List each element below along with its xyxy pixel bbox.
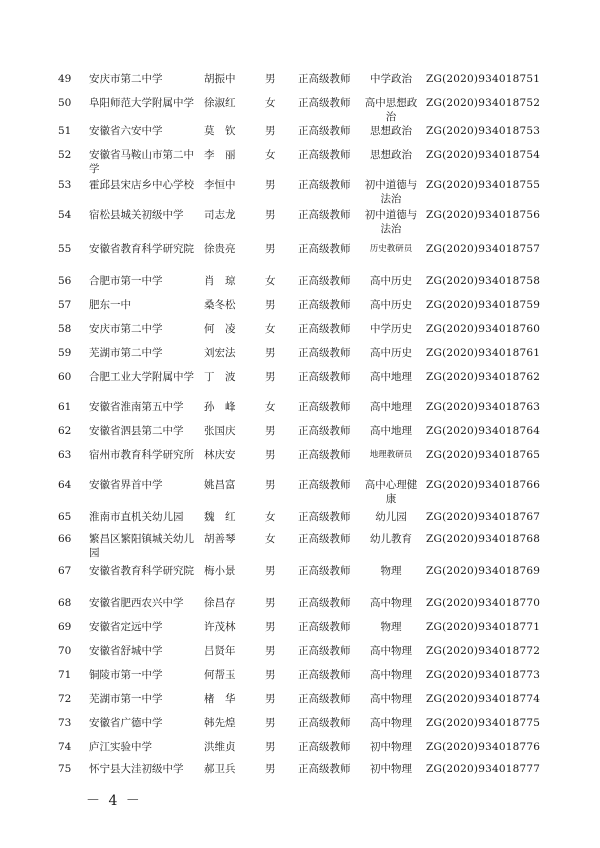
row-name: 莫 钦 [204, 125, 236, 137]
row-name: 林庆安 [204, 449, 236, 461]
row-subject: 高中地理 [370, 401, 412, 413]
row-number: 71 [58, 669, 72, 681]
row-certificate: ZG(2020)934018757 [426, 243, 541, 255]
row-title: 正高级教师 [298, 275, 351, 287]
row-sex: 男 [265, 669, 276, 681]
row-sex: 男 [265, 449, 276, 461]
row-unit: 合肥工业大学附属中学 [89, 371, 194, 383]
row-sex: 男 [265, 299, 276, 311]
row-unit: 安徽省泗县第二中学 [89, 425, 184, 437]
row-title: 正高级教师 [298, 209, 351, 221]
row-name: 梅小景 [204, 565, 236, 577]
row-sex: 男 [265, 717, 276, 729]
row-subject: 高中心理健康 [364, 479, 418, 505]
row-sex: 男 [265, 741, 276, 753]
row-sex: 男 [265, 565, 276, 577]
row-unit: 安徽省马鞍山市第二中学 [89, 149, 194, 175]
row-title: 正高级教师 [298, 347, 351, 359]
row-number: 49 [58, 73, 72, 85]
row-number: 68 [58, 597, 72, 609]
row-certificate: ZG(2020)934018758 [426, 275, 541, 287]
row-number: 75 [58, 763, 72, 775]
row-certificate: ZG(2020)934018755 [426, 179, 541, 191]
row-number: 63 [58, 449, 72, 461]
row-title: 正高级教师 [298, 299, 351, 311]
row-sex: 男 [265, 209, 276, 221]
row-sex: 男 [265, 597, 276, 609]
row-sex: 男 [265, 125, 276, 137]
row-title: 正高级教师 [298, 401, 351, 413]
row-title: 正高级教师 [298, 763, 351, 775]
row-name: 桑冬松 [204, 299, 236, 311]
row-unit: 肥东一中 [89, 299, 131, 311]
row-name: 李 丽 [204, 149, 236, 161]
row-title: 正高级教师 [298, 693, 351, 705]
row-certificate: ZG(2020)934018763 [426, 401, 541, 413]
row-subject: 思想政治 [370, 149, 412, 161]
row-subject: 中学历史 [370, 323, 412, 335]
table-row [0, 448, 600, 476]
row-certificate: ZG(2020)934018771 [426, 621, 541, 633]
row-name: 韩先煌 [204, 717, 236, 729]
row-sex: 男 [265, 73, 276, 85]
row-title: 正高级教师 [298, 645, 351, 657]
row-name: 何帮玉 [204, 669, 236, 681]
row-subject: 幼儿教育 [370, 533, 412, 545]
row-title: 正高级教师 [298, 717, 351, 729]
row-unit: 安徽省定远中学 [89, 621, 163, 633]
table-row [0, 242, 600, 270]
row-certificate: ZG(2020)934018754 [426, 149, 541, 161]
row-number: 56 [58, 275, 72, 287]
row-certificate: ZG(2020)934018777 [426, 763, 541, 775]
row-certificate: ZG(2020)934018759 [426, 299, 541, 311]
row-certificate: ZG(2020)934018752 [426, 97, 541, 109]
row-subject: 高中历史 [370, 299, 412, 311]
row-sex: 男 [265, 425, 276, 437]
row-certificate: ZG(2020)934018767 [426, 511, 541, 523]
page-number: － 4 － [86, 793, 142, 809]
row-unit: 铜陵市第一中学 [89, 669, 163, 681]
row-unit: 安庆市第二中学 [89, 323, 163, 335]
row-unit: 繁昌区繁阳镇城关幼儿园 [89, 533, 194, 559]
row-certificate: ZG(2020)934018769 [426, 565, 541, 577]
row-name: 胡振中 [204, 73, 236, 85]
row-subject: 物理 [380, 621, 402, 633]
row-sex: 女 [265, 511, 276, 523]
row-title: 正高级教师 [298, 149, 351, 161]
row-unit: 安徽省教育科学研究院 [89, 243, 194, 255]
row-unit: 安徽省六安中学 [89, 125, 163, 137]
row-title: 正高级教师 [298, 243, 351, 255]
row-unit: 霍邱县宋店乡中心学校 [89, 179, 194, 191]
row-certificate: ZG(2020)934018774 [426, 693, 541, 705]
row-certificate: ZG(2020)934018761 [426, 347, 541, 359]
row-number: 53 [58, 179, 72, 191]
row-unit: 怀宁县大洼初级中学 [89, 763, 184, 775]
row-number: 50 [58, 97, 72, 109]
row-number: 55 [58, 243, 72, 255]
row-unit: 淮南市直机关幼儿园 [89, 511, 184, 523]
row-subject: 高中物理 [370, 645, 412, 657]
row-unit: 安徽省肥西农兴中学 [89, 597, 184, 609]
row-name: 丁 波 [204, 371, 236, 383]
row-name: 孙 峰 [204, 401, 236, 413]
row-certificate: ZG(2020)934018760 [426, 323, 541, 335]
table-row [0, 208, 600, 236]
row-unit: 安徽省界首中学 [89, 479, 163, 491]
row-unit: 芜湖市第一中学 [89, 693, 163, 705]
row-title: 正高级教师 [298, 479, 351, 491]
row-sex: 男 [265, 645, 276, 657]
row-unit: 宿州市教育科学研究所 [89, 449, 194, 461]
row-subject: 历史教研员 [369, 244, 413, 254]
row-number: 69 [58, 621, 72, 633]
row-sex: 女 [265, 275, 276, 287]
row-title: 正高级教师 [298, 597, 351, 609]
row-name: 肖 琼 [204, 275, 236, 287]
row-title: 正高级教师 [298, 179, 351, 191]
row-certificate: ZG(2020)934018753 [426, 125, 541, 137]
table-row [0, 96, 600, 124]
row-sex: 女 [265, 401, 276, 413]
row-title: 正高级教师 [298, 73, 351, 85]
row-subject: 初中物理 [370, 763, 412, 775]
row-number: 61 [58, 401, 72, 413]
row-number: 73 [58, 717, 72, 729]
table-row [0, 762, 600, 790]
row-title: 正高级教师 [298, 371, 351, 383]
row-number: 64 [58, 479, 72, 491]
row-title: 正高级教师 [298, 97, 351, 109]
row-subject: 思想政治 [370, 125, 412, 137]
row-certificate: ZG(2020)934018762 [426, 371, 541, 383]
row-name: 张国庆 [204, 425, 236, 437]
row-name: 魏 红 [204, 511, 236, 523]
row-title: 正高级教师 [298, 323, 351, 335]
row-name: 徐昌存 [204, 597, 236, 609]
row-subject: 物理 [380, 565, 402, 577]
row-number: 72 [58, 693, 72, 705]
row-certificate: ZG(2020)934018756 [426, 209, 541, 221]
row-unit: 芜湖市第二中学 [89, 347, 163, 359]
row-unit: 庐江实验中学 [89, 741, 152, 753]
row-unit: 安庆市第二中学 [89, 73, 163, 85]
row-sex: 女 [265, 149, 276, 161]
row-subject: 初中物理 [370, 741, 412, 753]
row-subject: 初中道德与法治 [364, 209, 418, 235]
row-unit: 安徽省淮南第五中学 [89, 401, 184, 413]
row-certificate: ZG(2020)934018764 [426, 425, 541, 437]
row-subject: 高中地理 [370, 425, 412, 437]
row-name: 楮 华 [204, 693, 236, 705]
row-number: 66 [58, 533, 72, 545]
row-number: 67 [58, 565, 72, 577]
row-title: 正高级教师 [298, 621, 351, 633]
row-subject: 高中思想政治 [364, 97, 418, 123]
row-certificate: ZG(2020)934018773 [426, 669, 541, 681]
row-subject: 高中物理 [370, 597, 412, 609]
row-name: 徐贵亮 [204, 243, 236, 255]
row-unit: 阜阳师范大学附属中学 [89, 97, 194, 109]
row-sex: 男 [265, 179, 276, 191]
row-title: 正高级教师 [298, 741, 351, 753]
row-sex: 男 [265, 371, 276, 383]
row-certificate: ZG(2020)934018768 [426, 533, 541, 545]
row-name: 许茂林 [204, 621, 236, 633]
row-number: 57 [58, 299, 72, 311]
table-row [0, 148, 600, 176]
row-sex: 女 [265, 97, 276, 109]
table-row [0, 532, 600, 560]
row-sex: 男 [265, 479, 276, 491]
row-title: 正高级教师 [298, 669, 351, 681]
row-name: 姚昌富 [204, 479, 236, 491]
row-number: 65 [58, 511, 72, 523]
row-unit: 合肥市第一中学 [89, 275, 163, 287]
row-number: 74 [58, 741, 72, 753]
row-sex: 女 [265, 533, 276, 545]
row-title: 正高级教师 [298, 125, 351, 137]
row-number: 52 [58, 149, 72, 161]
row-unit: 安徽省广德中学 [89, 717, 163, 729]
row-name: 徐淑红 [204, 97, 236, 109]
row-subject: 高中地理 [370, 371, 412, 383]
row-sex: 男 [265, 347, 276, 359]
row-unit: 宿松县城关初级中学 [89, 209, 184, 221]
row-certificate: ZG(2020)934018765 [426, 449, 541, 461]
row-name: 吕贤年 [204, 645, 236, 657]
row-subject: 高中物理 [370, 693, 412, 705]
row-name: 胡善琴 [204, 533, 236, 545]
row-certificate: ZG(2020)934018775 [426, 717, 541, 729]
table-row [0, 564, 600, 592]
row-certificate: ZG(2020)934018766 [426, 479, 541, 491]
row-subject: 幼儿园 [375, 511, 407, 523]
row-title: 正高级教师 [298, 533, 351, 545]
row-number: 51 [58, 125, 72, 137]
row-sex: 男 [265, 621, 276, 633]
row-unit: 安徽省教育科学研究院 [89, 565, 194, 577]
row-subject: 中学政治 [370, 73, 412, 85]
row-subject: 高中物理 [370, 669, 412, 681]
row-sex: 男 [265, 693, 276, 705]
row-subject: 高中历史 [370, 347, 412, 359]
row-number: 70 [58, 645, 72, 657]
row-subject: 高中物理 [370, 717, 412, 729]
row-unit: 安徽省舒城中学 [89, 645, 163, 657]
row-sex: 男 [265, 763, 276, 775]
row-subject: 高中历史 [370, 275, 412, 287]
row-certificate: ZG(2020)934018770 [426, 597, 541, 609]
row-name: 郝卫兵 [204, 763, 236, 775]
row-name: 李恒中 [204, 179, 236, 191]
row-sex: 女 [265, 323, 276, 335]
row-certificate: ZG(2020)934018776 [426, 741, 541, 753]
row-number: 54 [58, 209, 72, 221]
row-title: 正高级教师 [298, 425, 351, 437]
row-name: 刘宏法 [204, 347, 236, 359]
row-number: 58 [58, 323, 72, 335]
row-name: 司志龙 [204, 209, 236, 221]
row-number: 62 [58, 425, 72, 437]
row-title: 正高级教师 [298, 449, 351, 461]
row-number: 59 [58, 347, 72, 359]
row-subject: 地理教研员 [369, 450, 413, 460]
row-certificate: ZG(2020)934018772 [426, 645, 541, 657]
table-row [0, 370, 600, 398]
row-certificate: ZG(2020)934018751 [426, 73, 541, 85]
row-number: 60 [58, 371, 72, 383]
row-name: 洪维贞 [204, 741, 236, 753]
table-row [0, 178, 600, 206]
row-title: 正高级教师 [298, 565, 351, 577]
table-row [0, 478, 600, 506]
row-name: 何 凌 [204, 323, 236, 335]
row-subject: 初中道德与法治 [364, 179, 418, 205]
row-title: 正高级教师 [298, 511, 351, 523]
row-sex: 男 [265, 243, 276, 255]
